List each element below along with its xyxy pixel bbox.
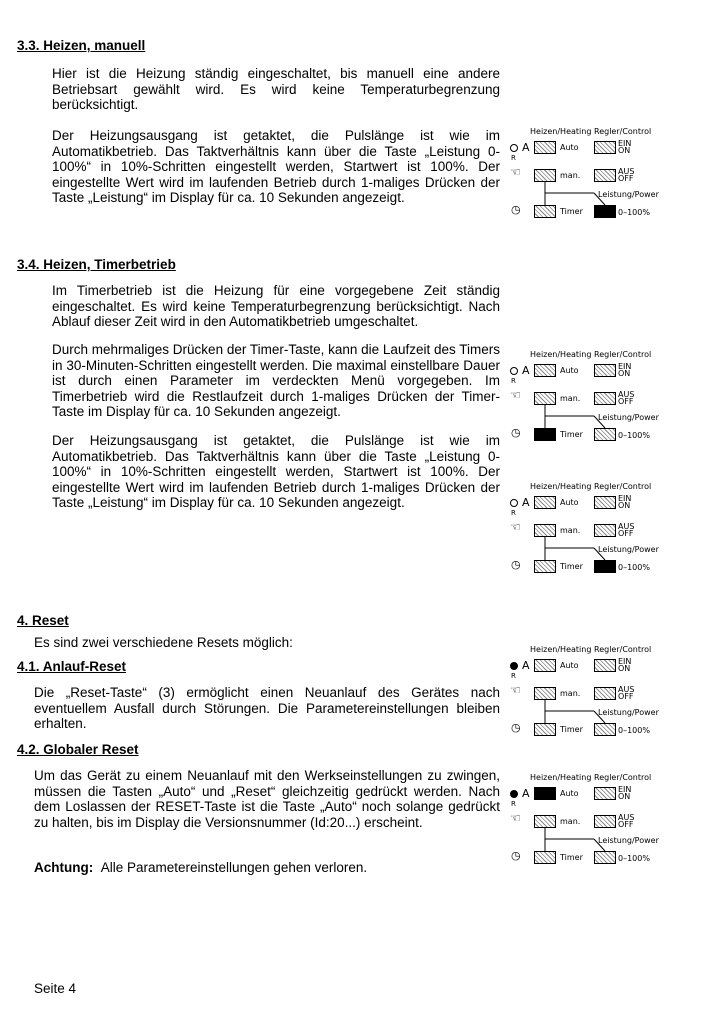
label-ein-on: EIN ON xyxy=(618,657,632,673)
man-key xyxy=(534,524,556,537)
auto-key xyxy=(534,141,556,154)
heading-4-1: 4.1. Anlauf-Reset xyxy=(17,659,127,674)
aus-key xyxy=(594,392,616,405)
ein-key xyxy=(594,364,616,377)
clock-icon: ◷ xyxy=(511,558,521,571)
label-ein-on: EIN ON xyxy=(618,785,632,801)
paragraph-3-4-2: Durch mehrmaliges Drücken der Timer-Taste, kann die Laufzeit des Timers in 30-Minuten-Schritten eingestellt werden. Die maximal einstellbare Dauer ist durch einen Parameter im verdeckten Menü vorgegeben. Im Timerbetrieb wird die Restlaufzeit durch 1-maliges Drücken der Timer-Taste im Display für ca. 10 Sekunden angezeigt. xyxy=(52,342,500,420)
label-a: A xyxy=(522,141,530,154)
label-auto: Auto xyxy=(560,143,579,152)
label-a: A xyxy=(522,364,530,377)
led-indicator xyxy=(510,662,518,670)
label-leistung: Leistung/Power xyxy=(598,708,659,717)
man-key xyxy=(534,169,556,182)
timer-key xyxy=(534,851,556,864)
heading-3-3: 3.3. Heizen, manuell xyxy=(17,38,146,53)
heading-3-4: 3.4. Heizen, Timerbetrieb xyxy=(17,257,176,272)
ein-key xyxy=(594,659,616,672)
label-timer: Timer xyxy=(560,430,583,439)
control-panel-diagram-3 xyxy=(510,482,670,582)
label-r: R xyxy=(511,509,516,517)
timer-key xyxy=(534,723,556,736)
power-key xyxy=(594,560,616,573)
label-aus-off: AUS OFF xyxy=(618,167,635,183)
label-r: R xyxy=(511,154,516,162)
page-number: Seite 4 xyxy=(34,981,77,996)
ein-key xyxy=(594,496,616,509)
led-indicator xyxy=(510,367,518,375)
paragraph-3-3-1: Hier ist die Heizung ständig eingeschaltet, bis manuell eine andere Betriebsart gewählt wird. Es wird keine Temperaturbegrenzung berücksichtigt. xyxy=(52,66,500,113)
warning-text: Alle Parametereinstellungen gehen verloren. xyxy=(100,860,368,875)
aus-key xyxy=(594,169,616,182)
label-heizen: Heizen/Heating xyxy=(530,127,592,136)
man-key xyxy=(534,687,556,700)
man-key xyxy=(534,392,556,405)
paragraph-3-4-1: Im Timerbetrieb ist die Heizung für eine vorgegebene Zeit ständig eingeschaltet. Es wird keine Temperaturbegrenzung berücksichtigt. Nach Ablauf dieser Zeit wird in den Automatikbetrieb umgeschaltet. xyxy=(52,283,500,330)
label-man: man. xyxy=(560,817,581,826)
label-regler: Regler/Control xyxy=(594,350,652,359)
warning-label: Achtung: xyxy=(34,860,94,875)
auto-key xyxy=(534,787,556,800)
label-regler: Regler/Control xyxy=(594,127,652,136)
label-power-range: 0–100% xyxy=(618,563,650,572)
label-timer: Timer xyxy=(560,207,583,216)
warning-line xyxy=(34,860,500,876)
paragraph-3-3-2: Der Heizungsausgang ist getaktet, die Pulslänge ist wie im Automatikbetrieb. Das Taktverhältnis kann über die Taste „Leistung 0-100%“ in 10%-Schritten eingestellt werden, Startwert ist 100%. Der eingestellte Wert wird im laufenden Betrieb durch 1-maliges Drücken der Taste „Leistung“ im Display für ca. 10 Sekunden angezeigt. xyxy=(52,128,500,206)
label-auto: Auto xyxy=(560,789,579,798)
label-heizen: Heizen/Heating xyxy=(530,482,592,491)
control-panel-diagram-1 xyxy=(510,127,670,227)
label-regler: Regler/Control xyxy=(594,773,652,782)
hand-icon: ☜ xyxy=(510,811,521,825)
label-man: man. xyxy=(560,171,581,180)
paragraph-3-4-3: Der Heizungsausgang ist getaktet, die Pulslänge ist wie im Automatikbetrieb. Das Taktverhältnis kann über die Taste „Leistung 0-100%“ in 10%-Schritten eingestellt werden, Startwert ist 100%. Der eingestellte Wert wird im laufenden Betrieb durch 1-maliges Drücken der Taste „Leistung“ im Display für ca. 10 Sekunden angezeigt. xyxy=(52,433,500,511)
auto-key xyxy=(534,659,556,672)
label-auto: Auto xyxy=(560,366,579,375)
label-leistung: Leistung/Power xyxy=(598,836,659,845)
led-indicator xyxy=(510,499,518,507)
label-power-range: 0–100% xyxy=(618,854,650,863)
ein-key xyxy=(594,787,616,800)
label-power-range: 0–100% xyxy=(618,726,650,735)
label-a: A xyxy=(522,787,530,800)
auto-key xyxy=(534,364,556,377)
label-man: man. xyxy=(560,689,581,698)
timer-key xyxy=(534,205,556,218)
power-key xyxy=(594,205,616,218)
label-heizen: Heizen/Heating xyxy=(530,350,592,359)
hand-icon: ☜ xyxy=(510,683,521,697)
label-r: R xyxy=(511,672,516,680)
label-heizen: Heizen/Heating xyxy=(530,773,592,782)
label-leistung: Leistung/Power xyxy=(598,545,659,554)
label-power-range: 0–100% xyxy=(618,431,650,440)
clock-icon: ◷ xyxy=(511,721,521,734)
label-a: A xyxy=(522,659,530,672)
label-leistung: Leistung/Power xyxy=(598,413,659,422)
paragraph-4-2: Um das Gerät zu einem Neuanlauf mit den Werkseinstellungen zu zwingen, müssen die Tasten „Auto“ und „Reset“ gleichzeitig gedrückt werden. Nach dem Loslassen der RESET-Taste ist die Taste „Auto“ noch solange gedrückt zu halten, bis im Display die Versionsnummer (Id:20...) erscheint. xyxy=(34,768,500,830)
label-aus-off: AUS OFF xyxy=(618,390,635,406)
hand-icon: ☜ xyxy=(510,520,521,534)
label-aus-off: AUS OFF xyxy=(618,813,635,829)
control-panel-diagram-5 xyxy=(510,773,670,873)
led-indicator xyxy=(510,144,518,152)
label-aus-off: AUS OFF xyxy=(618,685,635,701)
label-ein-on: EIN ON xyxy=(618,362,632,378)
control-panel-diagram-4 xyxy=(510,645,670,745)
hand-icon: ☜ xyxy=(510,165,521,179)
control-panel-diagram-2 xyxy=(510,350,670,450)
label-ein-on: EIN ON xyxy=(618,139,632,155)
label-power-range: 0–100% xyxy=(618,208,650,217)
label-timer: Timer xyxy=(560,853,583,862)
power-key xyxy=(594,723,616,736)
label-aus-off: AUS OFF xyxy=(618,522,635,538)
label-regler: Regler/Control xyxy=(594,645,652,654)
auto-key xyxy=(534,496,556,509)
label-timer: Timer xyxy=(560,562,583,571)
aus-key xyxy=(594,687,616,700)
label-heizen: Heizen/Heating xyxy=(530,645,592,654)
label-ein-on: EIN ON xyxy=(618,494,632,510)
aus-key xyxy=(594,815,616,828)
label-auto: Auto xyxy=(560,498,579,507)
heading-4: 4. Reset xyxy=(17,613,69,628)
label-r: R xyxy=(511,377,516,385)
label-regler: Regler/Control xyxy=(594,482,652,491)
led-indicator xyxy=(510,790,518,798)
paragraph-4-1: Die „Reset-Taste“ (3) ermöglicht einen Neuanlauf des Gerätes nach eventuellem Ausfall durch Störungen. Die Parametereinstellungen bleiben erhalten. xyxy=(34,685,500,732)
power-key xyxy=(594,428,616,441)
heading-4-2: 4.2. Globaler Reset xyxy=(17,742,139,757)
timer-key xyxy=(534,428,556,441)
timer-key xyxy=(534,560,556,573)
label-man: man. xyxy=(560,394,581,403)
aus-key xyxy=(594,524,616,537)
label-r: R xyxy=(511,800,516,808)
ein-key xyxy=(594,141,616,154)
clock-icon: ◷ xyxy=(511,426,521,439)
clock-icon: ◷ xyxy=(511,203,521,216)
power-key xyxy=(594,851,616,864)
reset-intro: Es sind zwei verschiedene Resets möglich: xyxy=(34,635,293,650)
label-timer: Timer xyxy=(560,725,583,734)
label-a: A xyxy=(522,496,530,509)
clock-icon: ◷ xyxy=(511,849,521,862)
label-leistung: Leistung/Power xyxy=(598,190,659,199)
label-man: man. xyxy=(560,526,581,535)
label-auto: Auto xyxy=(560,661,579,670)
man-key xyxy=(534,815,556,828)
hand-icon: ☜ xyxy=(510,388,521,402)
